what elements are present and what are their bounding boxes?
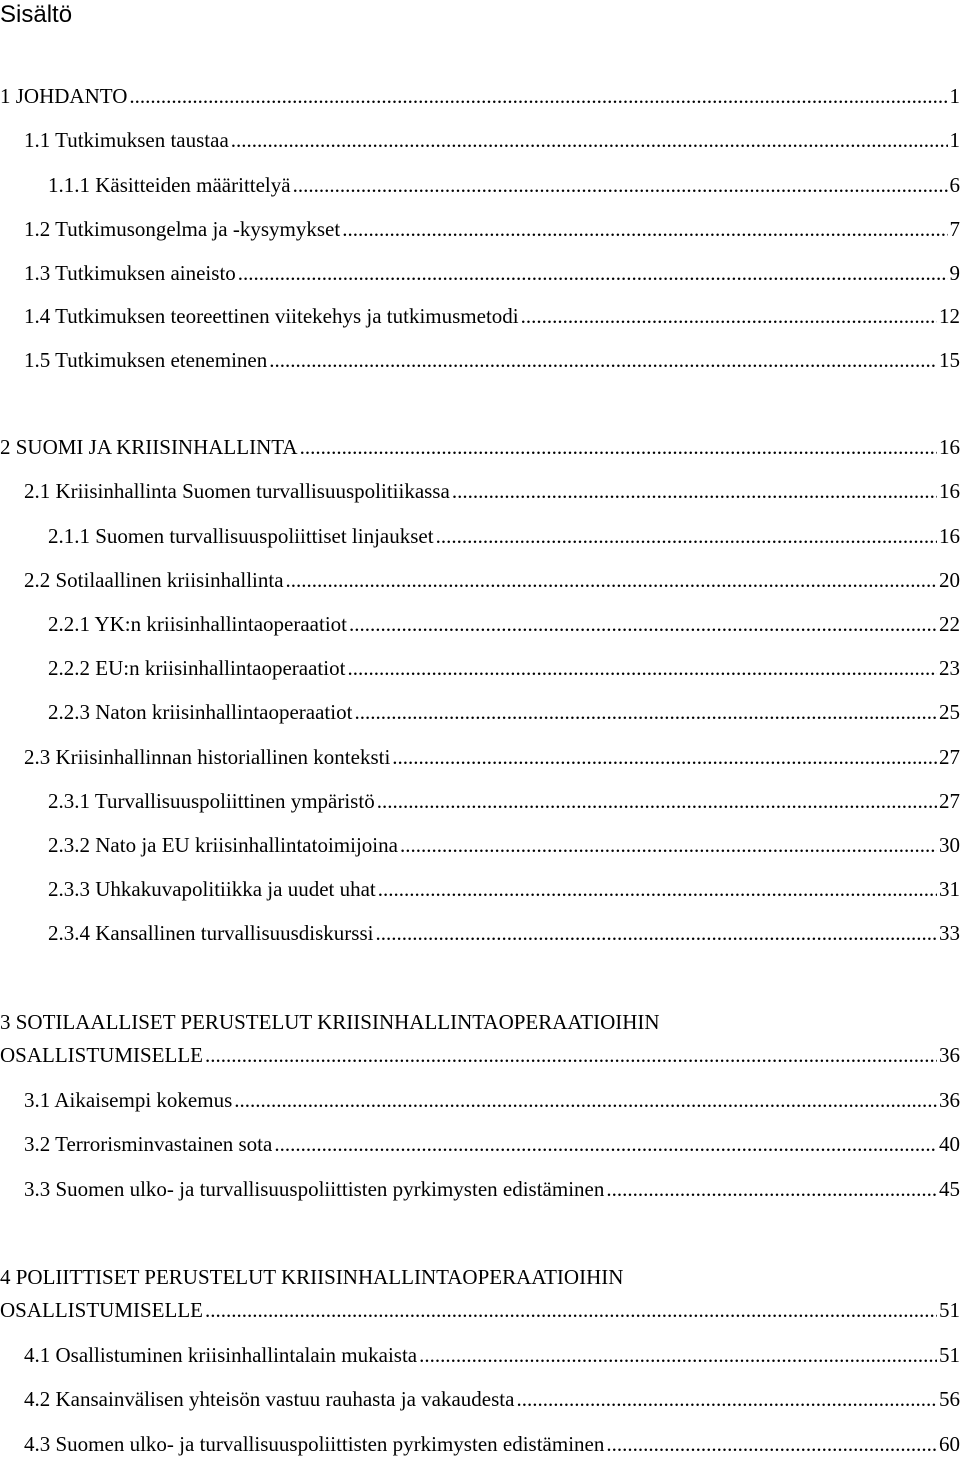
toc-entry-page: 36 <box>939 1088 960 1112</box>
toc-entry-label: 2.3 Kriisinhallinnan historiallinen konteksti <box>24 745 391 769</box>
toc-leader-dots <box>238 260 948 286</box>
toc-entry-label: 3.3 Suomen ulko- ja turvallisuuspoliittisten pyrkimysten edistäminen <box>24 1177 605 1201</box>
toc-leader-dots <box>377 788 937 814</box>
toc-entry-page: 23 <box>939 656 960 680</box>
toc-entry-label: 2.3.2 Nato ja EU kriisinhallintatoimijoina <box>48 833 398 857</box>
toc-entry-page: 31 <box>939 877 960 901</box>
toc-leader-dots <box>129 83 947 109</box>
toc-entry-page: 51 <box>939 1298 960 1322</box>
toc-entry-page: 33 <box>939 921 960 945</box>
toc-entry-label: 3.2 Terrorisminvastainen sota <box>24 1132 273 1156</box>
toc-leader-dots <box>205 1297 937 1323</box>
toc-entry[interactable] <box>24 303 960 329</box>
toc-leader-dots <box>606 1431 937 1457</box>
toc-entry-label-line1[interactable]: 4 POLIITTISET PERUSTELUT KRIISINHALLINTAOPERAATIOIHIN <box>0 1265 624 1289</box>
toc-leader-dots <box>234 1087 937 1113</box>
toc-entry-label: 4.2 Kansainvälisen yhteisön vastuu rauhasta ja vakaudesta <box>24 1387 515 1411</box>
toc-entry-page: 40 <box>939 1132 960 1156</box>
toc-entry-page: 56 <box>939 1387 960 1411</box>
toc-entry[interactable] <box>24 127 960 153</box>
toc-entry[interactable] <box>24 260 960 286</box>
toc-entry-page: 6 <box>949 173 960 197</box>
toc-leader-dots <box>349 611 937 637</box>
toc-entry[interactable] <box>48 920 960 946</box>
toc-entry-page: 16 <box>939 524 960 548</box>
toc-entry-page: 27 <box>939 789 960 813</box>
toc-entry-page: 51 <box>939 1343 960 1367</box>
toc-leader-dots <box>419 1342 937 1368</box>
toc-entry[interactable] <box>24 347 960 373</box>
toc-leader-dots <box>354 699 937 725</box>
toc-entry[interactable] <box>24 1386 960 1412</box>
toc-leader-dots <box>375 920 937 946</box>
toc-entry-page: 9 <box>949 261 960 285</box>
toc-entry[interactable] <box>48 699 960 725</box>
toc-entry-label: 1.5 Tutkimuksen eteneminen <box>24 348 268 372</box>
toc-entry-label: 2.1.1 Suomen turvallisuuspoliittiset linjaukset <box>48 524 434 548</box>
toc-entry-page: 12 <box>939 304 960 328</box>
toc-entry-page: 45 <box>939 1177 960 1201</box>
toc-leader-dots <box>286 567 937 593</box>
toc-entry-label: 1.1.1 Käsitteiden määrittelyä <box>48 173 291 197</box>
toc-leader-dots <box>400 832 937 858</box>
toc-leader-dots <box>516 1386 937 1412</box>
toc-leader-dots <box>269 347 937 373</box>
toc-leader-dots <box>347 655 937 681</box>
toc-entry[interactable] <box>24 1087 960 1113</box>
toc-entry-page: 36 <box>939 1043 960 1067</box>
toc-entry-label: OSALLISTUMISELLE <box>0 1043 203 1067</box>
toc-entry-label: 4.1 Osallistuminen kriisinhallintalain mukaista <box>24 1343 418 1367</box>
toc-entry[interactable] <box>24 567 960 593</box>
toc-entry-page: 60 <box>939 1432 960 1456</box>
toc-entry-label: 1 JOHDANTO <box>0 84 128 108</box>
toc-entry-label: 2.3.1 Turvallisuuspoliittinen ympäristö <box>48 789 375 813</box>
page-title: Sisältö <box>0 1 73 28</box>
toc-entry[interactable] <box>48 523 960 549</box>
toc-entry-label: 2.1 Kriisinhallinta Suomen turvallisuuspolitiikassa <box>24 479 450 503</box>
toc-entry[interactable] <box>48 788 960 814</box>
toc-entry-page: 7 <box>949 217 960 241</box>
toc-entry-page: 22 <box>939 612 960 636</box>
toc-entry-page: 15 <box>939 348 960 372</box>
toc-entry-label: OSALLISTUMISELLE <box>0 1298 203 1322</box>
toc-leader-dots <box>606 1176 937 1202</box>
toc-entry[interactable] <box>24 1431 960 1457</box>
toc-entry[interactable] <box>48 611 960 637</box>
toc-entry-label: 1.3 Tutkimuksen aineisto <box>24 261 236 285</box>
toc-entry-label: 3.1 Aikaisempi kokemus <box>24 1088 233 1112</box>
toc-entry-page: 16 <box>939 479 960 503</box>
toc-entry-label: 2.2.1 YK:n kriisinhallintaoperaatiot <box>48 612 347 636</box>
toc-leader-dots <box>293 172 948 198</box>
toc-leader-dots <box>274 1131 937 1157</box>
toc-entry-page: 27 <box>939 745 960 769</box>
toc-leader-dots <box>521 303 937 329</box>
toc-leader-dots <box>392 744 937 770</box>
toc-entry-label: 2.2 Sotilaallinen kriisinhallinta <box>24 568 284 592</box>
toc-entry-label: 4.3 Suomen ulko- ja turvallisuuspoliittisten pyrkimysten edistäminen <box>24 1432 605 1456</box>
toc-entry-label: 2.2.2 EU:n kriisinhallintaoperaatiot <box>48 656 346 680</box>
toc-entry[interactable] <box>48 832 960 858</box>
toc-entry[interactable] <box>0 1297 960 1323</box>
toc-entry-label: 2 SUOMI JA KRIISINHALLINTA <box>0 435 298 459</box>
toc-entry[interactable] <box>24 1176 960 1202</box>
toc-leader-dots <box>342 216 947 242</box>
toc-leader-dots <box>205 1042 937 1068</box>
toc-entry-label: 2.3.4 Kansallinen turvallisuusdiskurssi <box>48 921 374 945</box>
toc-entry[interactable] <box>48 876 960 902</box>
toc-entry[interactable] <box>24 744 960 770</box>
toc-entry-label: 1.4 Tutkimuksen teoreettinen viitekehys ja tutkimusmetodi <box>24 304 519 328</box>
toc-entry[interactable] <box>0 83 960 109</box>
toc-entry-label: 2.2.3 Naton kriisinhallintaoperaatiot <box>48 700 353 724</box>
toc-leader-dots <box>378 876 937 902</box>
toc-entry-label-line1[interactable]: 3 SOTILAALLISET PERUSTELUT KRIISINHALLINTAOPERAATIOIHIN <box>0 1010 660 1034</box>
toc-leader-dots <box>452 478 937 504</box>
toc-entry-page: 1 <box>949 128 960 152</box>
toc-entry[interactable] <box>0 1042 960 1068</box>
toc-entry[interactable] <box>24 216 960 242</box>
toc-entry[interactable] <box>48 172 960 198</box>
toc-entry-label: 1.2 Tutkimusongelma ja -kysymykset <box>24 217 341 241</box>
toc-entry[interactable] <box>0 434 960 460</box>
toc-entry[interactable] <box>48 655 960 681</box>
toc-leader-dots <box>300 434 937 460</box>
toc-entry-page: 16 <box>939 435 960 459</box>
toc-entry[interactable] <box>24 478 960 504</box>
toc-entry-label: 1.1 Tutkimuksen taustaa <box>24 128 229 152</box>
toc-entry-page: 20 <box>939 568 960 592</box>
toc-entry-label: 2.3.3 Uhkakuvapolitiikka ja uudet uhat <box>48 877 376 901</box>
toc-entry-page: 30 <box>939 833 960 857</box>
toc-entry[interactable] <box>24 1342 960 1368</box>
toc-leader-dots <box>436 523 937 549</box>
toc-entry[interactable] <box>24 1131 960 1157</box>
toc-entry-page: 25 <box>939 700 960 724</box>
toc-entry-page: 1 <box>949 84 960 108</box>
toc-leader-dots <box>231 127 948 153</box>
